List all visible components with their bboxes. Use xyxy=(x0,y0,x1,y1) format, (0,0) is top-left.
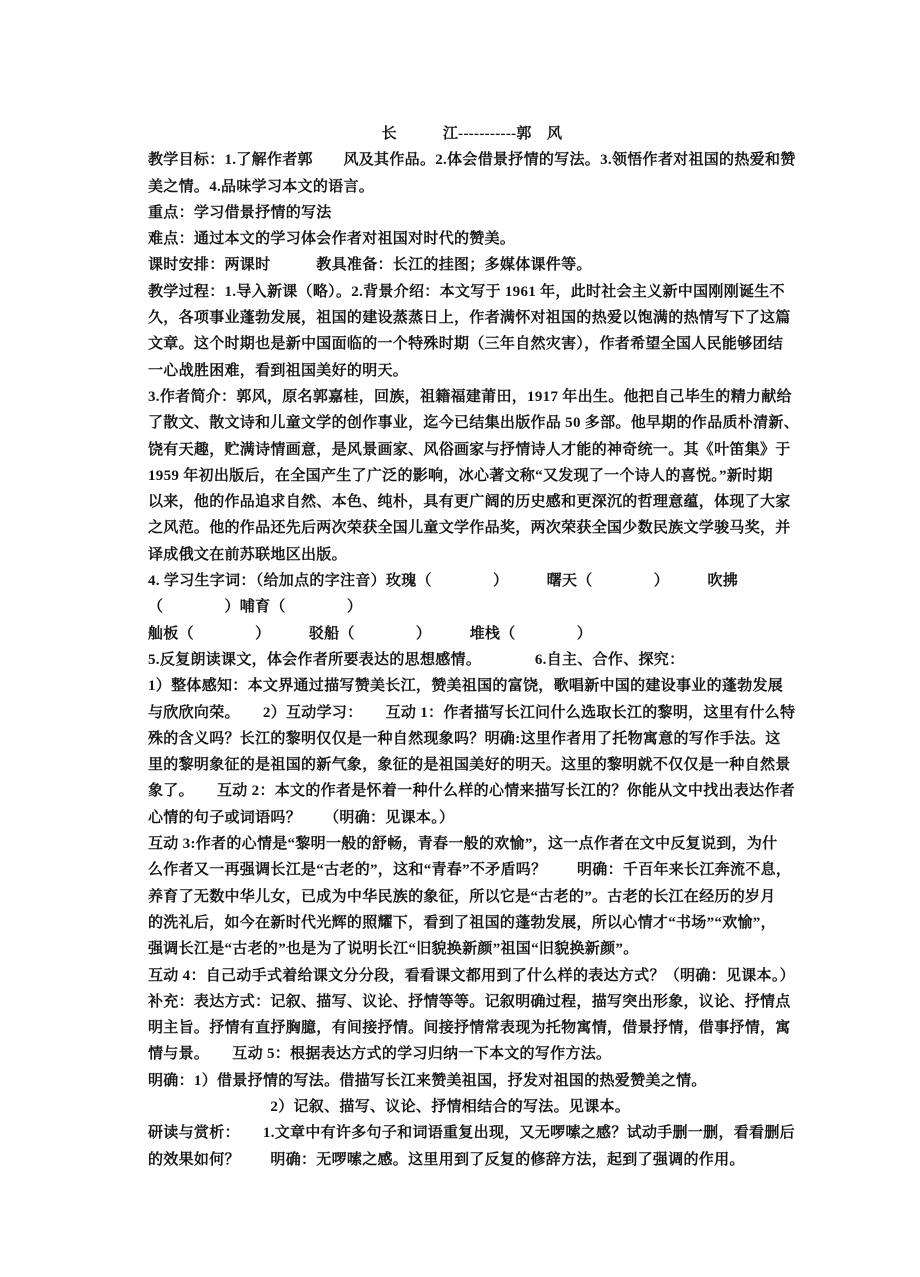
text-line: 4. 学习生字词：（给加点的字注音）玫瑰（ ） 曙天（ ） 吹拂 xyxy=(148,573,739,590)
text-line: 教学过程：1.导入新课（略）。2.背景介绍：本文写于 1961 年，此时社会主义新中国刚刚诞生不 xyxy=(148,283,785,300)
text-line: 一心战胜困难，看到祖国美好的明天。 xyxy=(148,362,409,379)
text-line: 饶有天趣，贮满诗情画意，是风景画家、风俗画家与抒情诗人才能的神奇统一。其《叶笛集》于 xyxy=(148,441,791,458)
text-line: 之风范。他的作品还先后两次荣获全国儿童文学作品奖，两次荣获全国少数民族文学骏马奖，并 xyxy=(148,520,791,537)
text-line: 美之情。4.品味学习本文的语言。 xyxy=(148,178,375,195)
text-line: 养育了无数中华儿女，已成为中华民族的象征，所以它是“古老的”。古老的长江在经历的岁月 xyxy=(148,888,776,905)
text-line: 了散文、散文诗和儿童文学的创作事业，迄今已结集出版作品 50 多部。他早期的作品质朴清新、 xyxy=(148,415,800,432)
text-line: 补充：表达方式：记叙、描写、议论、抒情等等。记叙明确过程，描写突出形象，议论、抒情点 xyxy=(148,993,791,1010)
text-line: 课时安排：两课时 教具准备：长江的挂图；多媒体课件等。 xyxy=(148,257,592,274)
document-title: 长 江-----------郭 风 xyxy=(381,126,563,142)
text-line: 心情的句子或词语吗？ （明确：见课本。） xyxy=(148,809,455,826)
text-line: 3.作者简介：郭风，原名郭嘉桂，回族，祖籍福建莆田，1917 年出生。他把自己毕生的精力献给 xyxy=(148,388,792,405)
text-line: 与欣欣向荣。 2）互动学习： 互动 1：作者描写长江问什么选取长江的黎明，这里有什么特 xyxy=(148,704,796,721)
text-line: 5.反复朗读课文，体会作者所要表达的思想感情。 6.自主、合作、探究： xyxy=(148,651,685,668)
text-line: 以来，他的作品追求自然、本色、纯朴，具有更广阔的历史感和更深沉的哲理意蕴，体现了大家 xyxy=(148,494,791,511)
text-line: 译成俄文在前苏联地区出版。 xyxy=(148,546,347,563)
text-line: 教学目标：1.了解作者郭 风及其作品。2.体会借景抒情的写法。3.领悟作者对祖国的热爱和赞 xyxy=(148,152,796,169)
text-line: 2）记叙、描写、议论、抒情相结合的写法。见课本。 xyxy=(148,1098,631,1115)
text-line: 互动 4：自己动手式着给课文分分段，看看课文都用到了什么样的表达方式？（明确：见课本。） xyxy=(148,967,795,984)
text-line: 象了。 互动 2：本文的作者是怀着一种什么样的心情来描写长江的？你能从文中找出表达作者 xyxy=(148,783,795,800)
text-line: 互动 3:作者的心情是“黎明一般的舒畅，青春一般的欢愉”，这一点作者在文中反复说到，为什 xyxy=(148,836,778,853)
text-line: 难点：通过本文的学习体会作者对祖国对时代的赞美。 xyxy=(148,231,516,248)
text-line: 情与景。 互动 5：根据表达方式的学习归纳一下本文的写作方法。 xyxy=(148,1046,612,1063)
text-line: 研读与赏析： 1.文章中有许多句子和词语重复出现，又无啰嗦之感？试动手删一删，看看删后 xyxy=(148,1125,795,1142)
text-line: 明主旨。抒情有直抒胸臆，有间接抒情。间接抒情常表现为托物寓情，借景抒情，借事抒情，寓 xyxy=(148,1020,791,1037)
text-line: 久，各项事业蓬勃发展，祖国的建设蒸蒸日上，作者满怀对祖国的热爱以饱满的热情写下了这篇 xyxy=(148,310,791,327)
text-line: 1959 年初出版后，在全国产生了广泛的影响，冰心著文称“又发现了一个诗人的喜悦。”新时期 xyxy=(148,467,773,484)
text-line: 重点：学习借景抒情的写法 xyxy=(148,204,332,221)
text-line: 里的黎明象征的是祖国的新气象，象征的是祖国美好的明天。这里的黎明就不仅仅是一种自然景 xyxy=(148,757,791,774)
text-line: 强调长江是“古老的”也是为了说明长江“旧貌换新颜”祖国“旧貌换新颜”。 xyxy=(148,941,639,958)
text-line: 的效果如何？ 明确：无啰嗦之感。这里用到了反复的修辞方法，起到了强调的作用。 xyxy=(148,1151,745,1168)
text-line: 文章。这个时期也是新中国面临的一个特殊时期（三年自然灾害），作者希望全国人民能够团结 xyxy=(148,336,784,353)
text-line: 明确：1）借景抒情的写法。借描写长江来赞美祖国，抒发对祖国的热爱赞美之情。 xyxy=(148,1072,707,1089)
text-line: 的洗礼后，如今在新时代光辉的照耀下，看到了祖国的蓬勃发展，所以心情才“书场”“欢愉”， xyxy=(148,914,776,931)
text-line: （ ）哺育（ ） xyxy=(148,599,363,616)
document-lines xyxy=(148,147,800,1173)
text-line: 么作者又一再强调长江是“古老的”，这和“青春”不矛盾吗？ 明确：千百年来长江奔流不息， xyxy=(148,862,792,879)
text-line: 1）整体感知：本文界通过描写赞美长江，赞美祖国的富饶，歌唱新中国的建设事业的蓬勃发展 xyxy=(148,678,784,695)
text-line: 殊的含义吗？长江的黎明仅仅是一种自然现象吗？明确:这里作者用了托物寓意的写作手法。这 xyxy=(148,730,781,747)
document-body xyxy=(148,121,800,1173)
text-line: 舢板（ ） 驳船（ ） 堆栈（ ） xyxy=(148,625,593,642)
